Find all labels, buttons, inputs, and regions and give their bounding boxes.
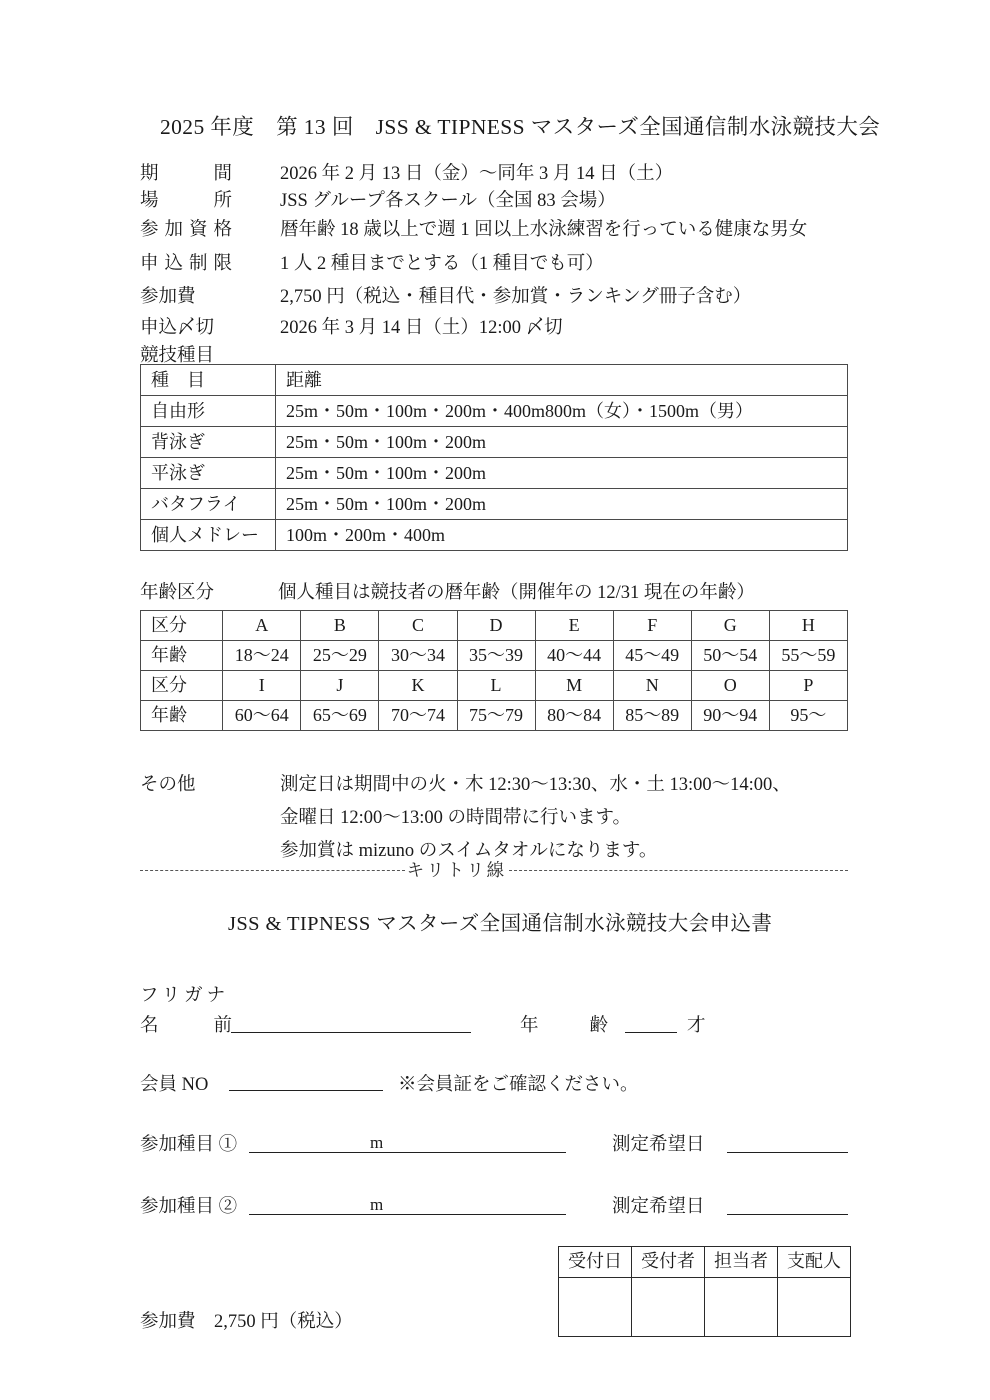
- age-range-g: 50〜54: [691, 641, 769, 671]
- age-range-l: 75〜79: [457, 701, 535, 731]
- table-row: [559, 1278, 851, 1337]
- info-value-period: 2026 年 2 月 13 日（金）〜同年 3 月 14 日（土）: [280, 164, 674, 184]
- furigana-label: フリガナ: [140, 986, 230, 1006]
- fee-footer-label: 参加費 2,750 円（税込）: [140, 1312, 353, 1332]
- desired-date2-input-line[interactable]: [727, 1214, 848, 1215]
- info-value-venue: JSS グループ各スクール（全国 83 会場）: [280, 191, 616, 211]
- age-group-n: N: [613, 671, 691, 701]
- event-table-header-event: 種 目: [141, 365, 276, 396]
- info-label-venue: 場 所: [140, 191, 232, 211]
- age-group-i: I: [223, 671, 301, 701]
- event-name-medley: 個人メドレー: [141, 520, 276, 551]
- cut-line-dashes-left: [140, 870, 405, 871]
- info-label-eligibility: 参加資格: [140, 220, 232, 240]
- age-group-k: K: [379, 671, 457, 701]
- age-row-header-class-1: 区分: [141, 611, 223, 641]
- event2-meter-unit: m: [370, 1195, 384, 1214]
- page-title: 2025 年度 第 13 回 JSS & TIPNESS マスターズ全国通信制水泳競技大会: [160, 115, 881, 139]
- table-row: [141, 641, 848, 671]
- age-range-a: 18〜24: [223, 641, 301, 671]
- table-row: [141, 427, 848, 458]
- age-range-m: 80〜84: [535, 701, 613, 731]
- table-row: [559, 1247, 851, 1278]
- age-group-d: D: [457, 611, 535, 641]
- age-range-i: 60〜64: [223, 701, 301, 731]
- table-row: [141, 489, 848, 520]
- age-section-note: 個人種目は競技者の暦年齢（開催年の 12/31 現在の年齢）: [278, 583, 755, 603]
- application-form-title: JSS & TIPNESS マスターズ全国通信制水泳競技大会申込書: [228, 913, 773, 935]
- age-group-c: C: [379, 611, 457, 641]
- age-label: 年 齢: [520, 1016, 608, 1036]
- event-name-backstroke: 背泳ぎ: [141, 427, 276, 458]
- info-value-deadline: 2026 年 3 月 14 日（土）12:00 〆切: [280, 318, 563, 338]
- receipt-header-date: 受付日: [559, 1247, 632, 1278]
- name-input-line[interactable]: [231, 1032, 471, 1033]
- age-range-b: 25〜29: [301, 641, 379, 671]
- age-group-h: H: [769, 611, 847, 641]
- event-table-header-distance: 距離: [276, 365, 848, 396]
- age-row-header-class-2: 区分: [141, 671, 223, 701]
- age-group-o: O: [691, 671, 769, 701]
- age-group-b: B: [301, 611, 379, 641]
- age-range-k: 70〜74: [379, 701, 457, 731]
- event-distance-freestyle: 25m・50m・100m・200m・400m800m（女）・1500m（男）: [276, 396, 848, 427]
- age-row-header-age-2: 年齢: [141, 701, 223, 731]
- cut-line: [140, 858, 848, 880]
- age-range-f: 45〜49: [613, 641, 691, 671]
- info-value-entry-limit: 1 人 2 種目までとする（1 種目でも可）: [280, 254, 604, 274]
- receipt-header-manager: 支配人: [778, 1247, 851, 1278]
- event-distance-butterfly: 25m・50m・100m・200m: [276, 489, 848, 520]
- age-range-p: 95〜: [769, 701, 847, 731]
- age-group-m: M: [535, 671, 613, 701]
- receipt-cell-receiver[interactable]: [632, 1278, 705, 1337]
- other-line-2: 金曜日 12:00〜13:00 の時間帯に行います。: [280, 808, 632, 828]
- info-label-period: 期 間: [140, 164, 232, 184]
- event-name-breaststroke: 平泳ぎ: [141, 458, 276, 489]
- age-range-e: 40〜44: [535, 641, 613, 671]
- event-distance-backstroke: 25m・50m・100m・200m: [276, 427, 848, 458]
- info-label-deadline: 申込〆切: [140, 318, 215, 338]
- receipt-header-receiver: 受付者: [632, 1247, 705, 1278]
- event-distance-table: [140, 364, 848, 551]
- age-unit-label: 才: [687, 1016, 706, 1036]
- event-name-butterfly: バタフライ: [141, 489, 276, 520]
- event1-meter-unit: m: [370, 1133, 384, 1152]
- info-label-entry-limit: 申込制限: [140, 254, 232, 274]
- age-range-d: 35〜39: [457, 641, 535, 671]
- age-group-l: L: [457, 671, 535, 701]
- info-value-fee: 2,750 円（税込・種目代・参加賞・ランキング冊子含む）: [280, 287, 752, 307]
- event-distance-medley: 100m・200m・400m: [276, 520, 848, 551]
- table-row: [141, 611, 848, 641]
- info-label-events: 競技種目: [140, 346, 215, 366]
- receipt-stamp-table: [558, 1246, 851, 1337]
- age-group-table: [140, 610, 848, 731]
- receipt-header-staff: 担当者: [705, 1247, 778, 1278]
- desired-date1-input-line[interactable]: [727, 1152, 848, 1153]
- member-no-input-line[interactable]: [229, 1090, 383, 1091]
- other-line-3: 参加賞は mizuno のスイムタオルになります。: [280, 841, 658, 861]
- event1-label: 参加種目 ①: [140, 1135, 238, 1155]
- table-row: [141, 671, 848, 701]
- other-line-1: 測定日は期間中の火・木 12:30〜13:30、水・土 13:00〜14:00、: [280, 775, 791, 795]
- age-range-j: 65〜69: [301, 701, 379, 731]
- table-row: [141, 701, 848, 731]
- event-distance-breaststroke: 25m・50m・100m・200m: [276, 458, 848, 489]
- other-section-label: その他: [140, 775, 196, 795]
- member-no-label: 会員 NO: [140, 1075, 209, 1095]
- event2-input-line[interactable]: [249, 1214, 566, 1215]
- age-group-p: P: [769, 671, 847, 701]
- event-name-freestyle: 自由形: [141, 396, 276, 427]
- age-row-header-age-1: 年齢: [141, 641, 223, 671]
- table-row: [141, 458, 848, 489]
- age-input-line[interactable]: [625, 1032, 677, 1033]
- event1-input-line[interactable]: [249, 1152, 566, 1153]
- age-group-e: E: [535, 611, 613, 641]
- desired-date1-label: 測定希望日: [612, 1135, 705, 1155]
- age-section-label: 年齢区分: [140, 583, 215, 603]
- cut-line-dashes-right: [509, 870, 848, 871]
- age-range-n: 85〜89: [613, 701, 691, 731]
- name-label: 名 前: [140, 1016, 232, 1036]
- event2-label: 参加種目 ②: [140, 1197, 238, 1217]
- table-row: [141, 396, 848, 427]
- age-group-g: G: [691, 611, 769, 641]
- member-no-note: ※会員証をご確認ください。: [398, 1075, 639, 1095]
- cut-line-label: キリトリ線: [406, 859, 507, 880]
- age-group-a: A: [223, 611, 301, 641]
- age-range-c: 30〜34: [379, 641, 457, 671]
- age-range-o: 90〜94: [691, 701, 769, 731]
- receipt-cell-staff[interactable]: [705, 1278, 778, 1337]
- age-group-f: F: [613, 611, 691, 641]
- table-row: [141, 520, 848, 551]
- table-row: [141, 365, 848, 396]
- desired-date2-label: 測定希望日: [612, 1197, 705, 1217]
- info-value-eligibility: 暦年齢 18 歳以上で週 1 回以上水泳練習を行っている健康な男女: [280, 220, 808, 240]
- age-group-j: J: [301, 671, 379, 701]
- info-label-fee: 参加費: [140, 287, 196, 307]
- age-range-h: 55〜59: [769, 641, 847, 671]
- receipt-cell-manager[interactable]: [778, 1278, 851, 1337]
- receipt-cell-date[interactable]: [559, 1278, 632, 1337]
